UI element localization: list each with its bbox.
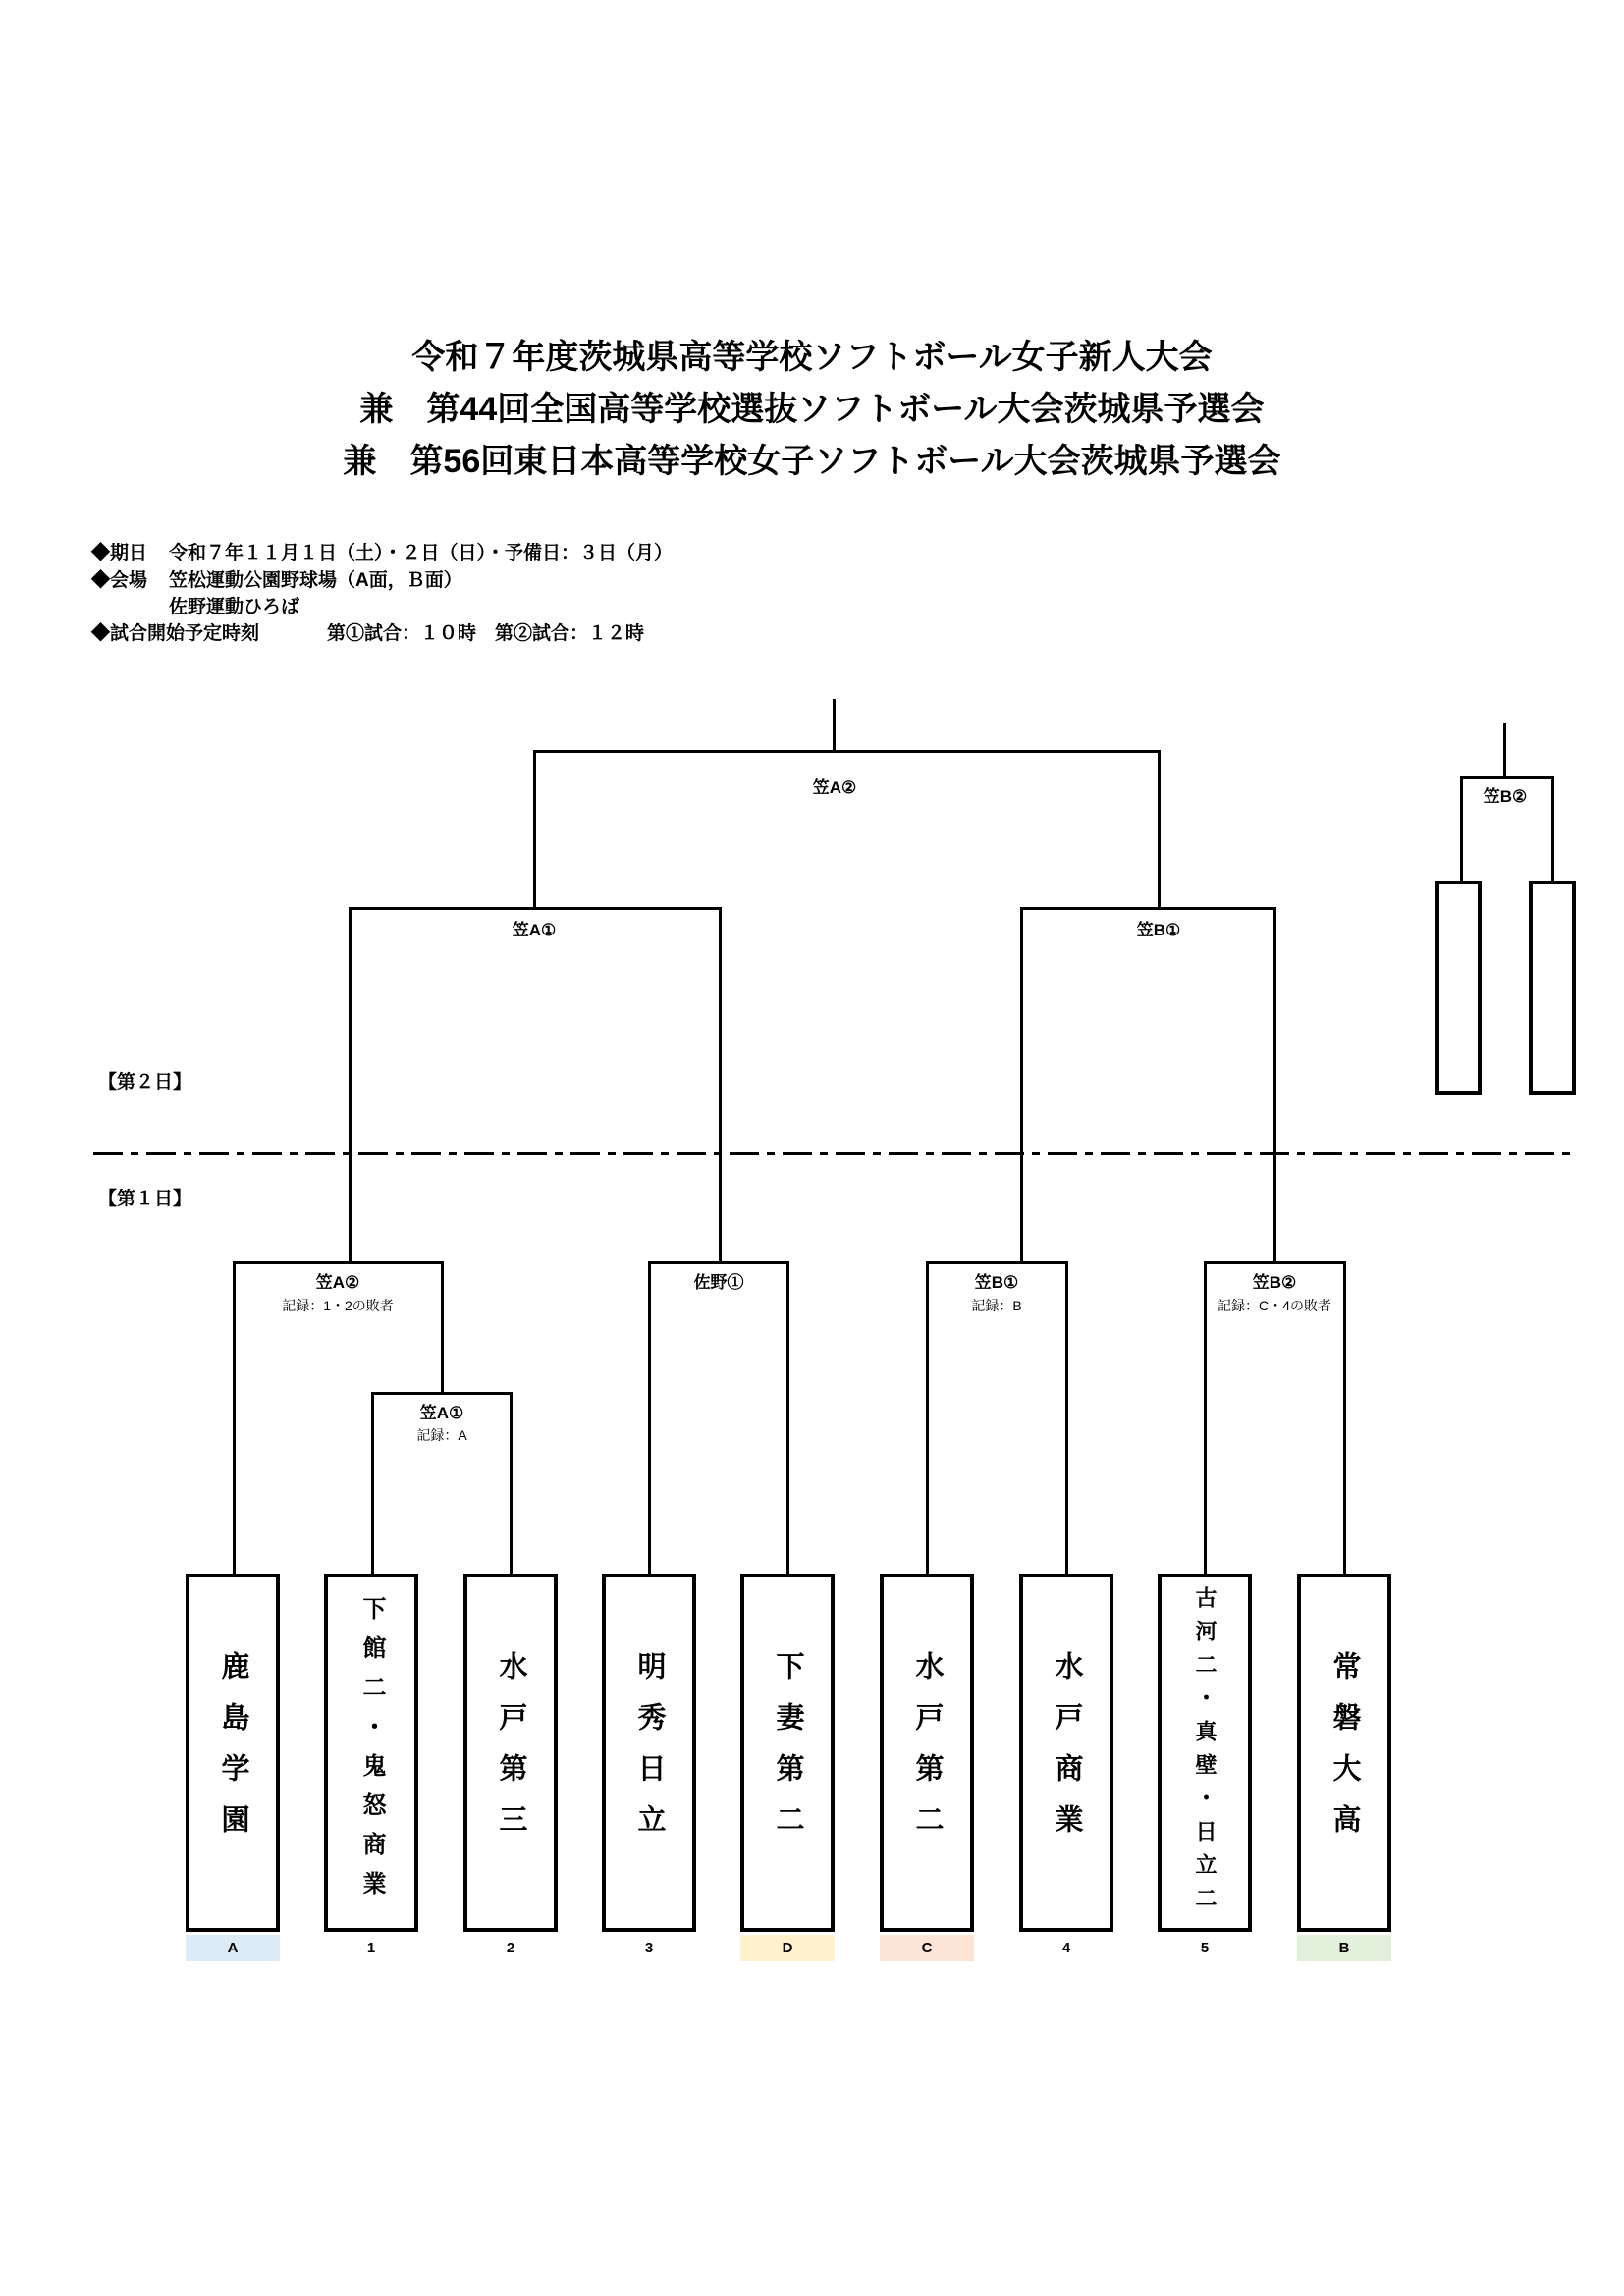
team-name: 下妻第二: [772, 1650, 804, 1855]
match-label-qf1: 笠A②: [315, 1273, 360, 1292]
match-note-round1: 記録：A: [416, 1427, 467, 1443]
bracket-line-semiright-horizontal: [1020, 907, 1276, 910]
team-name: 古河二・真壁・日立二: [1193, 1585, 1218, 1920]
page-title: [0, 332, 1624, 488]
bracket-line-qf4-horizontal: [1204, 1261, 1345, 1264]
bracket-line-final-left-leg: [533, 750, 536, 910]
team-name: 常磐大高: [1328, 1650, 1361, 1855]
seed-label: B: [1297, 1935, 1391, 1961]
team-box: [740, 1574, 835, 1932]
bracket-line-final-right-leg: [1158, 750, 1161, 910]
day-divider-line: [93, 1152, 1576, 1155]
start-time-value: 第①試合：１０時 第②試合：１２時: [327, 623, 645, 644]
seed-label: A: [186, 1935, 280, 1961]
seed-label: 2: [506, 1940, 515, 1956]
team-box: [602, 1574, 696, 1932]
bracket-line-round1-horizontal: [371, 1392, 513, 1395]
venue-value-2: 佐野運動ひろば: [169, 597, 300, 617]
day1-label: 【第１日】: [98, 1189, 192, 1209]
bracket-line-semileft-left-leg: [349, 907, 352, 1264]
day2-label: 【第２日】: [98, 1072, 192, 1093]
start-time-label: ◆試合開始予定時刻: [91, 623, 260, 644]
venue-label: ◆会場: [91, 570, 148, 591]
match-note-qf3: 記録：B: [971, 1298, 1022, 1313]
bracket-line-consolation-stub: [1503, 723, 1506, 779]
bracket-line-consolation-horizontal: [1460, 776, 1554, 779]
team-name: 明秀日立: [633, 1650, 666, 1855]
match-label-qf3: 笠B①: [974, 1273, 1019, 1292]
consolation-slot-box-left: [1435, 881, 1482, 1095]
team-box: [463, 1574, 558, 1932]
date-label: ◆期日: [91, 543, 148, 563]
team-name: 水戸第三: [495, 1650, 527, 1855]
bracket-line-qf1-horizontal: [233, 1261, 444, 1264]
bracket-line-semileft-horizontal: [349, 907, 722, 910]
team-box: [186, 1574, 280, 1932]
match-label-final: 笠A②: [812, 778, 857, 797]
bracket-line-qf2-right-leg: [786, 1261, 789, 1574]
match-note-qf1: 記録：1・2の敗者: [282, 1298, 394, 1313]
team-name: 水戸商業: [1051, 1650, 1083, 1855]
bracket-line-semileft-right-leg: [719, 907, 722, 1264]
date-value: 令和７年１１月１日（土）・２日（日）・予備日：３日（月）: [169, 543, 674, 563]
seed-label: 4: [1061, 1940, 1071, 1956]
team-box: [880, 1574, 974, 1932]
venue-value-1: 笠松運動公園野球場（A面，Ｂ面）: [169, 570, 462, 591]
bracket-line-qf1-right-leg: [441, 1261, 444, 1395]
seed-label: 3: [644, 1940, 654, 1956]
seed-label: D: [740, 1935, 835, 1961]
title-line-3: 兼 第56回東日本高等学校女子ソフトボール大会茨城県予選会: [343, 443, 1281, 480]
bracket-line-semiright-right-leg: [1273, 907, 1276, 1264]
match-label-semi-left: 笠A①: [512, 921, 557, 939]
team-name: 水戸第二: [911, 1650, 944, 1855]
match-label-qf2: 佐野①: [693, 1273, 744, 1292]
bracket-line-semiright-left-leg: [1020, 907, 1023, 1264]
seed-label: C: [880, 1935, 974, 1961]
bracket-line-qf1-left-leg: [233, 1261, 236, 1574]
match-label-semi-right: 笠B①: [1136, 921, 1181, 939]
team-box: [1019, 1574, 1113, 1932]
seed-label: 5: [1200, 1940, 1210, 1956]
bracket-line-qf3-horizontal: [926, 1261, 1067, 1264]
team-box: [1158, 1574, 1252, 1932]
match-note-qf4: 記録：C・4の敗者: [1218, 1298, 1331, 1313]
match-label-round1: 笠A①: [419, 1404, 464, 1422]
seed-label: 1: [366, 1940, 376, 1956]
team-name: 下館二・鬼怒商業: [358, 1595, 385, 1910]
team-name: 鹿島学園: [217, 1650, 249, 1855]
bracket-line-qf2-horizontal: [648, 1261, 789, 1264]
bracket-line-champion-stub: [833, 699, 836, 753]
match-label-qf4: 笠B②: [1252, 1273, 1297, 1292]
team-box: [324, 1574, 418, 1932]
title-line-1: 令和７年度茨城県高等学校ソフトボール女子新人大会: [411, 339, 1213, 376]
bracket-line-final-horizontal: [533, 750, 1161, 753]
title-line-2: 兼 第44回全国高等学校選抜ソフトボール大会茨城県予選会: [359, 391, 1265, 428]
team-box: [1297, 1574, 1391, 1932]
consolation-slot-box-right: [1529, 881, 1576, 1095]
bracket-line-qf2-left-leg: [648, 1261, 651, 1574]
match-label-consolation: 笠B②: [1483, 787, 1528, 806]
